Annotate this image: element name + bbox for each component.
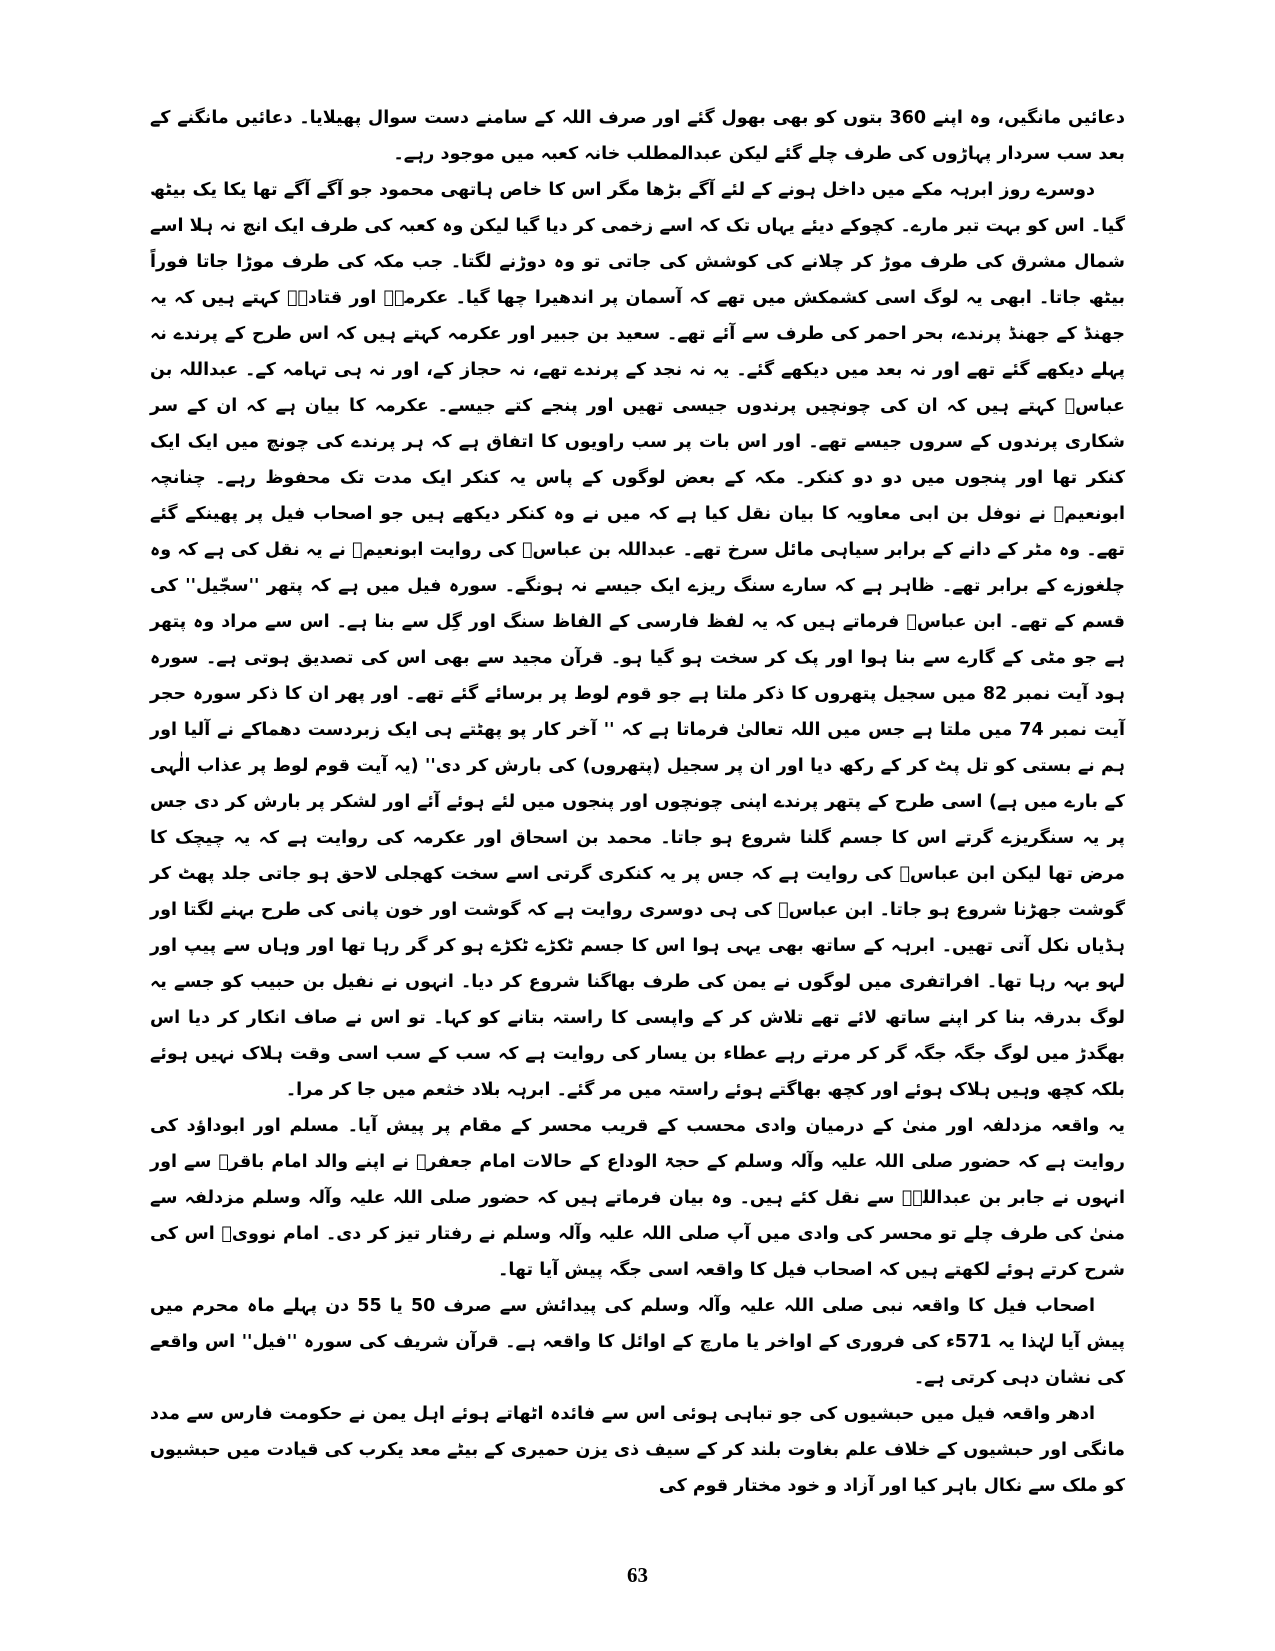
paragraph-2: دوسرے روز ابرہہ مکے میں داخل ہونے کے لئے آگے بڑھا مگر اس کا خاص ہاتھی محمود جو آگے آگے تھا یکا یک بیٹھ گیا۔ اس کو بہت تبر مارے۔ کچوکے دیئے یہاں تک کہ اسے زخمی کر دیا گیا لیکن وہ کعبہ کی طرف ایک انچ نہ ہلا اسے شمال مشرق کی طرف موڑ کر چلانے کی کوشش کی جاتی تو وہ دوڑنے لگتا۔ جب مکہ کی طرف موڑا جاتا فوراً بیٹھ جاتا۔ ابھی یہ لوگ اسی کشمکش میں تھے کہ آسمان پر اندھیرا چھا گیا۔ عکرمہؓ اور قتادہؓ کہتے ہیں کہ یہ جھنڈ کے جھنڈ پرندے، بحر احمر کی طرف سے آئے تھے۔ سعید بن جبیر اور عکرمہ کہتے ہیں کہ اس طرح کے پرندے نہ پہلے دیکھے گئے تھے اور نہ بعد میں دیکھے گئے۔ یہ نہ نجد کے پرندے تھے، نہ حجاز کے، اور نہ ہی تہامہ کے۔ عبداللہ بن عباسؓ کہتے ہیں کہ ان کی چونچیں پرندوں جیسی تھیں اور پنجے کتے جیسے۔ عکرمہ کا بیان ہے کہ ان کے سر شکاری پرندوں کے سروں جیسے تھے۔ اور اس بات پر سب راویوں کا اتفاق ہے کہ ہر پرندے کی چونچ میں ایک ایک کنکر تھا اور پنجوں میں دو دو کنکر۔ مکہ کے بعض لوگوں کے پاس یہ کنکر ایک مدت تک محفوظ رہے۔ چنانچہ ابونعیمؒ نے نوفل بن ابی معاویہ کا بیان نقل کیا ہے کہ میں نے وہ کنکر دیکھے ہیں جو اصحاب فیل پر پھینکے گئے تھے۔ وہ مٹر کے دانے کے برابر سیاہی مائل سرخ تھے۔ عبداللہ بن عباسؓ کی روایت ابونعیمؒ نے یہ نقل کی ہے کہ وہ چلغوزے کے برابر تھے۔ ظاہر ہے کہ سارے سنگ ریزے ایک جیسے نہ ہونگے۔ سورہ فیل میں ہے کہ پتھر ''سجّیل'' کی قسم کے تھے۔ ابن عباسؓ فرماتے ہیں کہ یہ لفظ فارسی کے الفاظ سنگ اور گِل سے بنا ہے۔ اس سے مراد وہ پتھر ہے جو مٹی کے گارے سے بنا ہوا اور پک کر سخت ہو گیا ہو۔ قرآن مجید سے بھی اس کی تصدیق ہوتی ہے۔ سورہ ہود آیت نمبر 82 میں سجیل پتھروں کا ذکر ملتا ہے جو قوم لوط پر برسائے گئے تھے۔ اور پھر ان کا ذکر سورہ حجر آیت نمبر 74 میں ملتا ہے جس میں اللہ تعالیٰ فرماتا ہے کہ '' آخر کار پو پھٹتے ہی ایک زبردست دھماکے نے آلیا اور ہم نے بستی کو تل پٹ کر کے رکھ دیا اور ان پر سجیل (پتھروں) کی بارش کر دی'' (یہ آیت قوم لوط پر عذاب الٰہی کے بارے میں ہے) اسی طرح کے پتھر پرندے اپنی چونچوں اور پنجوں میں لئے ہوئے آئے اور لشکر پر بارش کر دی جس پر یہ سنگریزے گرتے اس کا جسم گلنا شروع ہو جاتا۔ محمد بن اسحاق اور عکرمہ کی روایت ہے کہ یہ چیچک کا مرض تھا لیکن ابن عباسؓ کی روایت ہے کہ جس پر یہ کنکری گرتی اسے سخت کھجلی لاحق ہو جاتی جلد پھٹ کر گوشت جھڑنا شروع ہو جاتا۔ ابن عباسؓ کی ہی دوسری روایت ہے کہ گوشت اور خون پانی کی طرح بہنے لگتا اور ہڈیاں نکل آتی تھیں۔ ابرہہ کے ساتھ بھی یہی ہوا اس کا جسم ٹکڑے ٹکڑے ہو کر گر رہا تھا اور وہاں سے پیپ اور لہو بہہ رہا تھا۔ افراتفری میں لوگوں نے یمن کی طرف بھاگنا شروع کر دیا۔ انہوں نے نفیل بن حبیب کو جسے یہ لوگ بدرقہ بنا کر اپنے ساتھ لائے تھے تلاش کر کے واپسی کا راستہ بتانے کو کہا۔ تو اس نے صاف انکار کر دیا اس بھگدڑ میں لوگ جگہ جگہ گر کر مرتے رہے عطاء بن یسار کی روایت ہے کہ سب کے سب اسی وقت ہلاک نہیں ہوئے بلکہ کچھ وہیں ہلاک ہوئے اور کچھ بھاگتے ہوئے راستہ میں مر گئے۔ ابرہہ بلاد خثعم میں جا کر مرا۔ (150, 180, 1125, 1100)
paragraph-5: ادھر واقعہ فیل میں حبشیوں کی جو تباہی ہوئی اس سے فائدہ اٹھاتے ہوئے اہل یمن نے حکومت فارس سے مدد مانگی اور حبشیوں کے خلاف علم بغاوت بلند کر کے سیف ذی یزن حمیری کے بیٹے معد یکرب کی قیادت میں حبشیوں کو ملک سے نکال باہر کیا اور آزاد و خود مختار قوم کی (150, 1404, 1125, 1496)
paragraph-3: یہ واقعہ مزدلفہ اور منیٰ کے درمیان وادی محسب کے قریب محسر کے مقام پر پیش آیا۔ مسلم اور ابوداؤد کی روایت ہے کہ حضور صلی اللہ علیہ وآلہ وسلم کے حجۃ الوداع کے حالات امام جعفرؒ نے اپنے والد امام باقرؒ سے اور انہوں نے جابر بن عبداللہؓ سے نقل کئے ہیں۔ وہ بیان فرماتے ہیں کہ حضور صلی اللہ علیہ وآلہ وسلم مزدلفہ سے منیٰ کی طرف چلے تو محسر کی وادی میں آپ صلی اللہ علیہ وآلہ وسلم نے رفتار تیز کر دی۔ امام نوویؒ اس کی شرح کرتے ہوئے لکھتے ہیں کہ اصحاب فیل کا واقعہ اسی جگہ پیش آیا تھا۔ (150, 1116, 1125, 1280)
paragraph-4: اصحاب فیل کا واقعہ نبی صلی اللہ علیہ وآلہ وسلم کی پیدائش سے صرف 50 یا 55 دن پہلے ماہ محرم میں پیش آیا لہٰذا یہ 571ء کی فروری کے اواخر یا مارچ کے اوائل کا واقعہ ہے۔ قرآن شریف کی سورہ ''فیل'' اس واقعے کی نشان دہی کرتی ہے۔ (150, 1296, 1125, 1388)
paragraph-1: دعائیں مانگیں، وہ اپنے 360 بتوں کو بھی بھول گئے اور صرف اللہ کے سامنے دست سوال پھیلایا۔ دعائیں مانگنے کے بعد سب سردار پہاڑوں کی طرف چلے گئے لیکن عبدالمطلب خانہ کعبہ میں موجود رہے۔ (150, 108, 1125, 164)
body-text (150, 100, 1125, 1504)
page-number: 63 (627, 1563, 648, 1587)
